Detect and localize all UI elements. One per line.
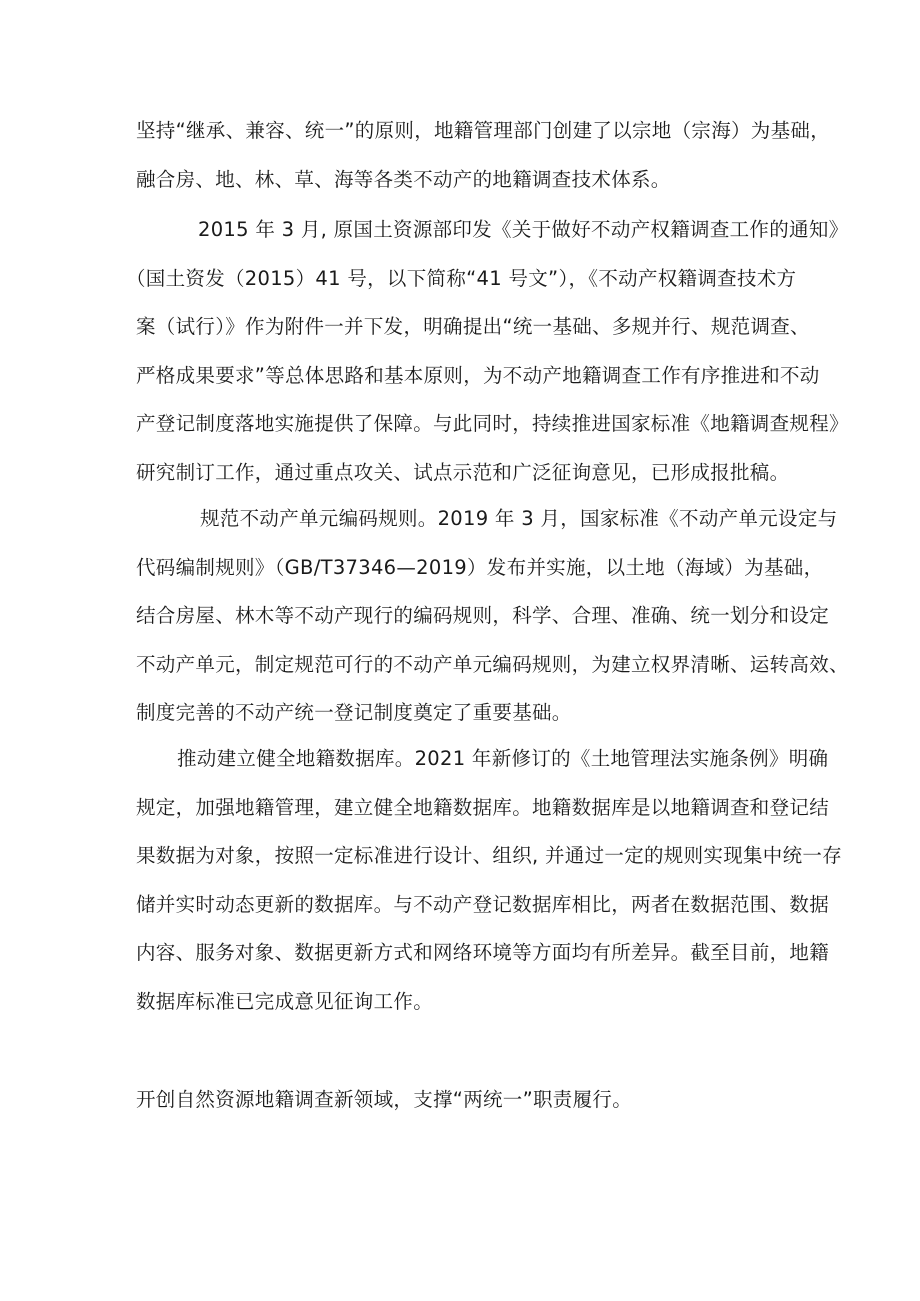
paragraph-line: 规定，加强地籍管理，建立健全地籍数据库。地籍数据库是以地籍调查和登记结 xyxy=(136,795,830,819)
paragraph-3 xyxy=(0,495,849,738)
paragraph-line: 果数据为对象，按照一定标准进行设计、组织, 并通过一定的规则实现集中统一存 xyxy=(136,844,842,867)
paragraph-5 xyxy=(136,1076,632,1125)
paragraph-1 xyxy=(136,107,830,204)
paragraph-2 xyxy=(0,206,849,497)
paragraph-line: 制度完善的不动产统一登记制度奠定了重要基础。 xyxy=(136,701,572,724)
paragraph-line: 研究制订工作，通过重点攻关、试点示范和广泛征询意见，已形成报批稿。 xyxy=(136,460,790,484)
paragraph-line: （国土资发（2015）41 号，以下简称“41 号文”），《不动产权籍调查技术方 xyxy=(126,266,797,290)
paragraph-line: 案（试行）》作为附件一并下发，明确提出“统一基础、多规并行、规范调查、 xyxy=(136,315,810,338)
paragraph-line: 结合房屋、林木等不动产现行的编码规则，科学、合理、准确、统一划分和设定 xyxy=(136,604,830,627)
paragraph-line: 产登记制度落地实施提供了保障。与此同时，持续推进国家标准《地籍调查规程》 xyxy=(136,412,849,435)
paragraph-line: 严格成果要求”等总体思路和基本原则，为不动产地籍调查工作有序推进和不动 xyxy=(136,363,820,387)
paragraph-line: 规范不动产单元编码规则。2019 年 3 月，国家标准《不动产单元设定与 xyxy=(200,507,838,530)
paragraph-line: 内容、服务对象、数据更新方式和网络环境等方面均有所差异。截至目前，地籍 xyxy=(136,941,830,964)
paragraph-line: 不动产单元，制定规范可行的不动产单元编码规则，为建立权界清晰、运转高效、 xyxy=(136,652,849,676)
paragraph-line: 储并实时动态更新的数据库。与不动产登记数据库相比，两者在数据范围、数据 xyxy=(136,892,830,916)
paragraph-line: 开创自然资源地籍调查新领域，支撑“两统一”职责履行。 xyxy=(136,1088,633,1111)
paragraph-4 xyxy=(0,735,842,1026)
paragraph-line: 代码编制规则》（GB/T37346—2019）发布并实施，以土地（海域）为基础， xyxy=(136,555,824,579)
paragraph-line: 数据库标准已完成意见征询工作。 xyxy=(136,989,434,1013)
paragraph-line: 2015 年 3 月, 原国土资源部印发《关于做好不动产权籍调查工作的通知》 xyxy=(198,218,849,241)
paragraph-line: 推动建立健全地籍数据库。2021 年新修订的《土地管理法实施条例》明确 xyxy=(177,747,829,770)
paragraph-line: 坚持“继承、兼容、统一”的原则，地籍管理部门创建了以宗地（宗海）为基础， xyxy=(136,119,831,142)
paragraph-line: 融合房、地、林、草、海等各类不动产的地籍调查技术体系。 xyxy=(136,167,671,191)
